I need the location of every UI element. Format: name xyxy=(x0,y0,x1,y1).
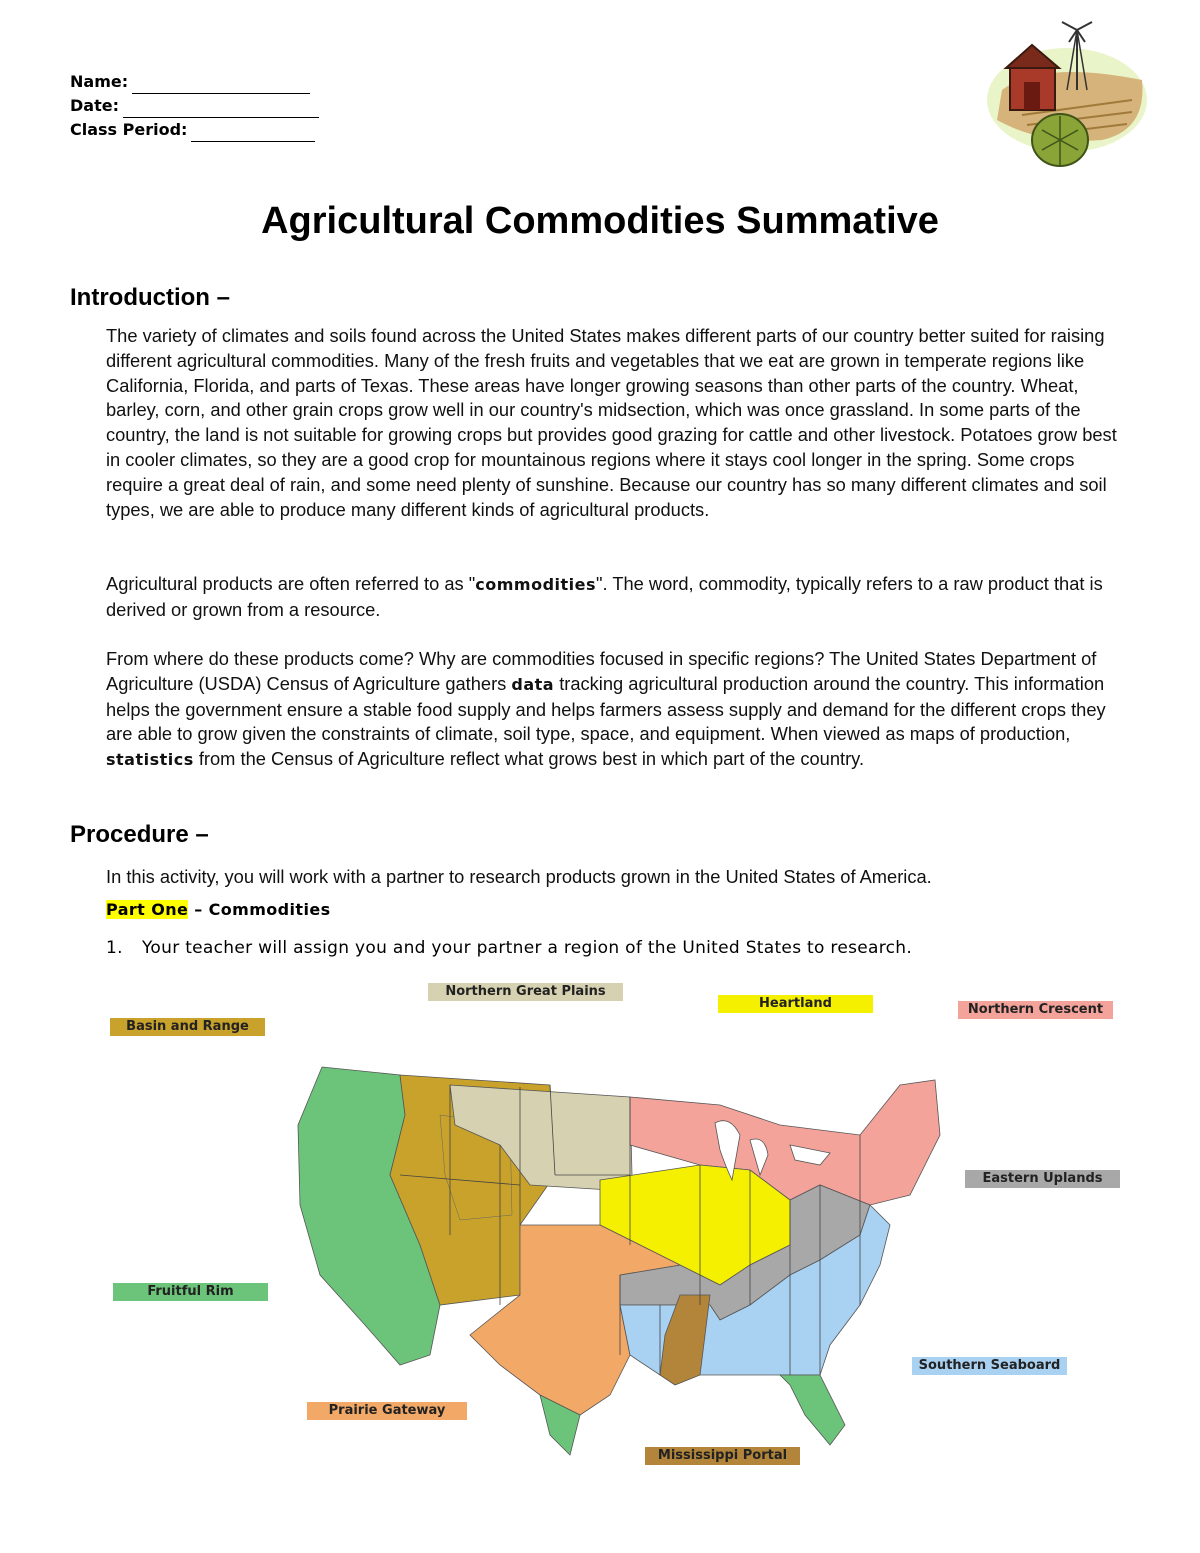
label-eastern-uplands: Eastern Uplands xyxy=(965,1170,1120,1188)
name-field[interactable] xyxy=(132,75,310,94)
label-northern-crescent: Northern Crescent xyxy=(958,1001,1113,1019)
procedure-heading: Procedure – xyxy=(70,821,209,848)
label-southern-seaboard: Southern Seaboard xyxy=(912,1357,1067,1375)
part-one-heading: Part One – Commodities xyxy=(106,900,331,919)
intro-paragraph-2: Agricultural products are often referred to as "commodities". The word, commodity, typically refers to a raw product that is derived or grown from a resource. xyxy=(106,573,1103,620)
intro-paragraph-1: The variety of climates and soils found across the United States makes different parts of our country better suited for raising different agricultural commodities. Many of the fresh fruits and vegetables that we eat are grown in temperate regions like California, Florida, and parts of Texas. These areas have longer growing seasons than other parts of the country. Wheat, barley, corn, and other grain crops grow well in our country's midsection, which was once grassland. In some parts of the country, the land is not suitable for growing crops but provides good grazing for cattle and other livestock. Potatoes grow best in cooler climates, so they are a good crop for mountainous regions where it stays cool longer in the spring. Some crops require a great deal of rain, and some need plenty of sunshine. Because our country has so many different climates and soil types, we are able to produce many different kinds of agricultural products. xyxy=(106,325,1117,520)
student-info xyxy=(70,70,319,142)
data-term: data xyxy=(511,674,555,694)
intro-paragraph-3: From where do these products come? Why are commodities focused in specific regions? The United States Department of Agriculture (USDA) Census of Agriculture gathers data tracking agricultural production around the country. This information helps the government ensure a stable food supply and helps farmers assess supply and demand for the different crops they are able to grow given the constraints of climate, soil type, space, and equipment. When viewed as maps of production, statistics from the Census of Agriculture reflect what grows best in which part of the country. xyxy=(106,648,1106,770)
name-label: Name: xyxy=(70,72,129,91)
date-field[interactable] xyxy=(123,99,319,118)
statistics-term: statistics xyxy=(106,750,194,770)
step-1 xyxy=(106,938,912,958)
us-map-graphic xyxy=(100,975,1140,1475)
class-period-field[interactable] xyxy=(191,123,315,142)
label-fruitful-rim: Fruitful Rim xyxy=(113,1283,268,1301)
step-text: Your teacher will assign you and your partner a region of the United States to research. xyxy=(142,938,913,958)
label-prairie-gateway: Prairie Gateway xyxy=(307,1402,467,1420)
farm-clipart-icon xyxy=(982,20,1152,172)
label-heartland: Heartland xyxy=(718,995,873,1013)
commodities-term: commodities xyxy=(475,575,597,594)
date-label: Date: xyxy=(70,96,119,115)
introduction-heading: Introduction – xyxy=(70,284,230,311)
part-one-highlight: Part One xyxy=(106,900,189,919)
step-number: 1. xyxy=(106,938,123,958)
label-mississippi-portal: Mississippi Portal xyxy=(645,1447,800,1465)
label-northern-great-plains: Northern Great Plains xyxy=(428,983,623,1001)
page-title: Agricultural Commodities Summative xyxy=(261,200,939,242)
label-basin-and-range: Basin and Range xyxy=(110,1018,265,1036)
region-fruitful-rim-florida xyxy=(780,1375,845,1445)
class-period-label: Class Period: xyxy=(70,120,188,139)
us-farm-regions-map xyxy=(100,975,1140,1475)
procedure-intro: In this activity, you will work with a partner to research products grown in the United States of America. xyxy=(106,866,932,887)
